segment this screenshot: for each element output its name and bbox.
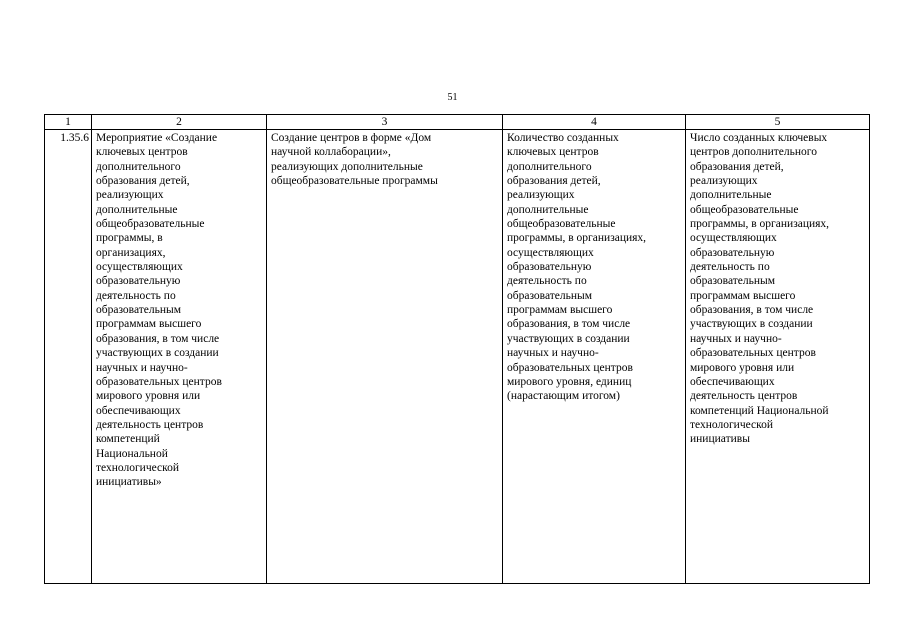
- column-header-2: 2: [92, 115, 267, 130]
- event-cell: [92, 130, 267, 584]
- column-header-1: 1: [45, 115, 92, 130]
- table-row: [45, 130, 870, 584]
- result-text: Создание центров в форме «Дом научной коллаборации», реализующих дополнительные общеобразовательные программы: [271, 132, 438, 188]
- metric-text: Число созданных ключевых центров дополнительного образования детей, реализующих дополнительные общеобразовательные программы, в организациях, осуществляющих образовательную деятельность по образовательным программам высшего образования, в том числе участвующих в создании научных и научно- образовательных центров мирового уровня или обеспечивающих деятельность центров компетенций Национальной технологической инициативы: [690, 132, 830, 446]
- indicator-text: Количество созданных ключевых центров дополнительного образования детей, реализующих дополнительные общеобразовательные программы, в организациях, осуществляющих образовательную деятельность по образовательным программам высшего образования, в том числе участвующих в создании научных и научно- образовательных центров мирового уровня, единиц (нарастающим итогом): [507, 132, 647, 403]
- header-row: [45, 115, 870, 130]
- row-number: 1.35.6: [60, 132, 89, 144]
- column-header-3: 3: [267, 115, 503, 130]
- measures-table: [44, 114, 870, 584]
- metric-cell: [686, 130, 870, 584]
- page-number: 51: [447, 92, 458, 103]
- column-header-5: 5: [686, 115, 870, 130]
- column-header-4: 4: [503, 115, 686, 130]
- event-text: Мероприятие «Создание ключевых центров дополнительного образования детей, реализующих дополнительные общеобразовательные программы, в организациях, осуществляющих образовательную деятельность по образовательным программам высшего образования, в том числе участвующих в создании научных и научно- образовательных центров мирового уровня или обеспечивающих деятельность центров компетенций Национальной технологической инициативы»: [96, 132, 222, 489]
- row-number-cell: [45, 130, 92, 584]
- indicator-cell: [503, 130, 686, 584]
- result-cell: [267, 130, 503, 584]
